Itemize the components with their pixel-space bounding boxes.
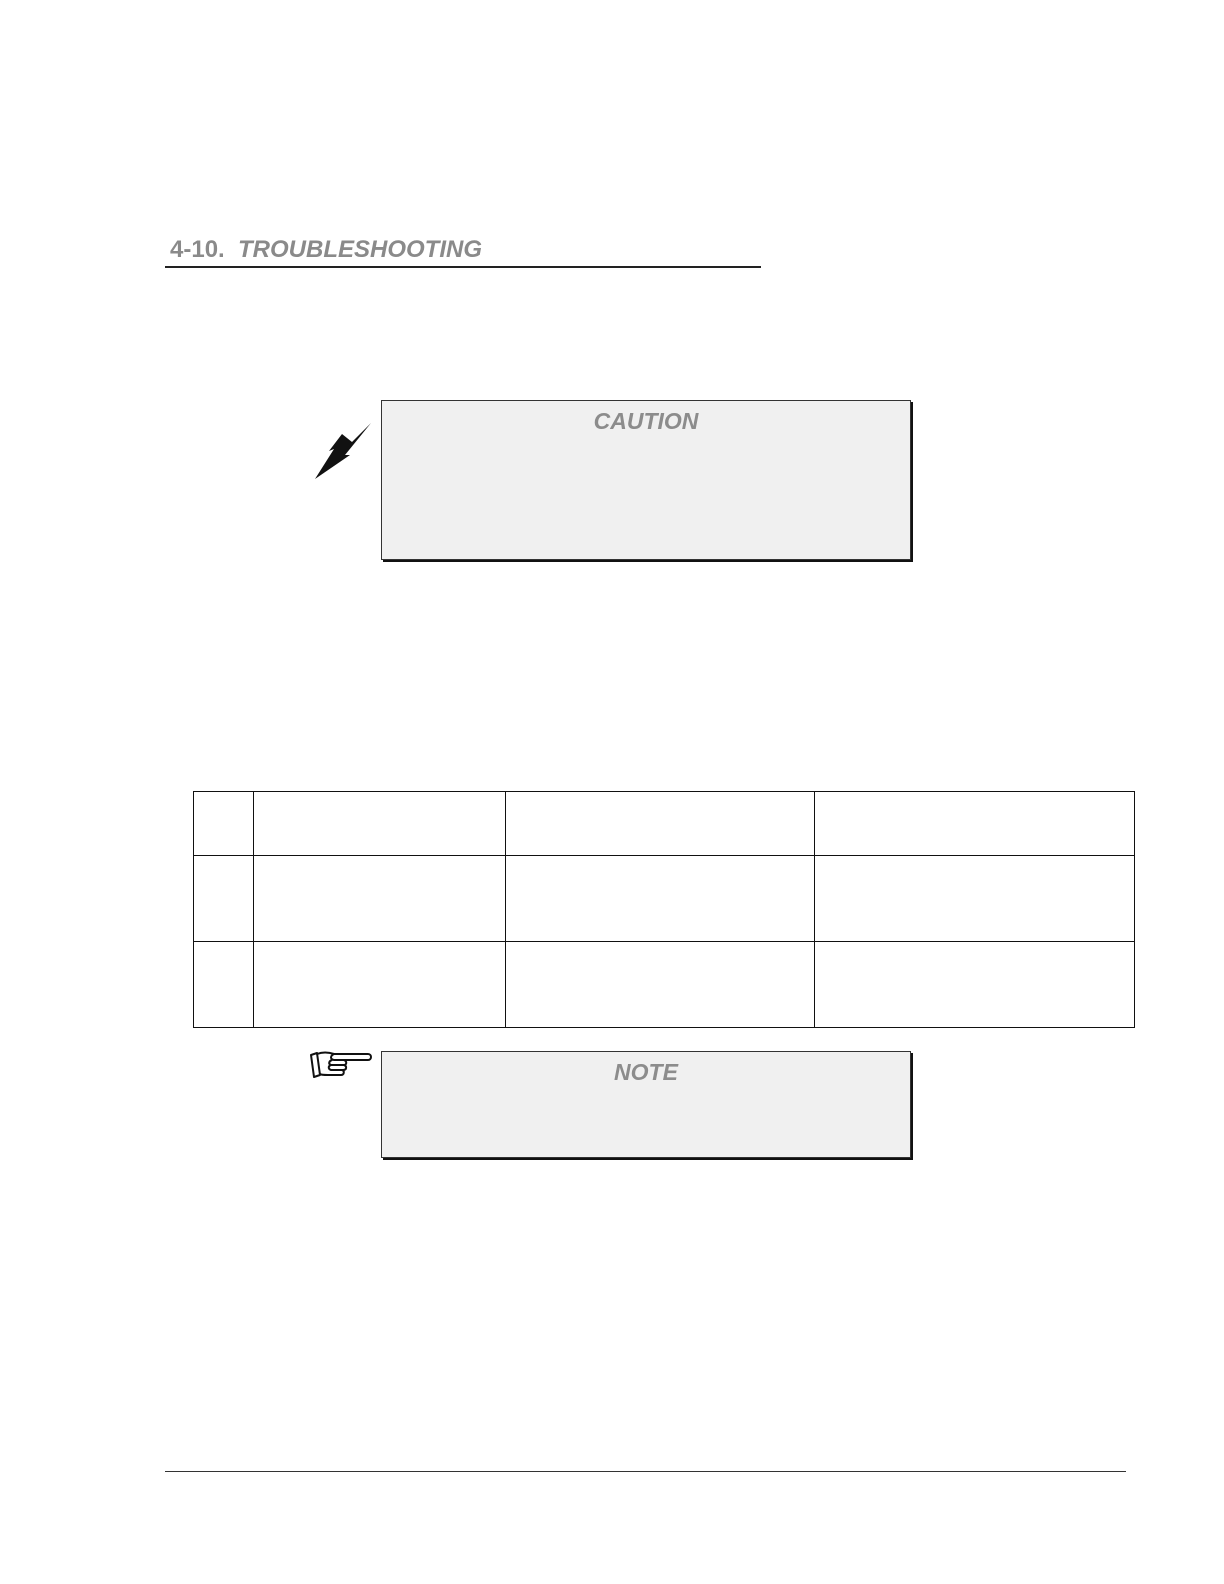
pointing-hand-icon	[308, 1049, 374, 1081]
note-box	[381, 1051, 911, 1158]
table-cell	[815, 856, 1135, 942]
section-number: 4-10.	[170, 236, 225, 263]
section-title: TROUBLESHOOTING	[238, 236, 482, 263]
table-cell	[815, 792, 1135, 856]
note-title: NOTE	[614, 1059, 678, 1085]
caution-title: CAUTION	[593, 408, 699, 434]
footer-rule	[165, 1471, 1126, 1472]
table-cell	[815, 942, 1135, 1028]
table-cell	[254, 856, 506, 942]
table-cell	[506, 856, 815, 942]
section-heading	[165, 236, 761, 268]
table-row	[194, 856, 1135, 942]
table-cell	[254, 792, 506, 856]
table-cell	[194, 856, 254, 942]
table-row	[194, 942, 1135, 1028]
caution-box	[381, 400, 911, 560]
table-cell	[506, 792, 815, 856]
troubleshooting-table	[193, 791, 1135, 1028]
table-cell	[194, 942, 254, 1028]
table-row	[194, 792, 1135, 856]
table-cell	[194, 792, 254, 856]
table-cell	[254, 942, 506, 1028]
table-cell	[506, 942, 815, 1028]
lightning-bolt-icon	[312, 422, 374, 482]
